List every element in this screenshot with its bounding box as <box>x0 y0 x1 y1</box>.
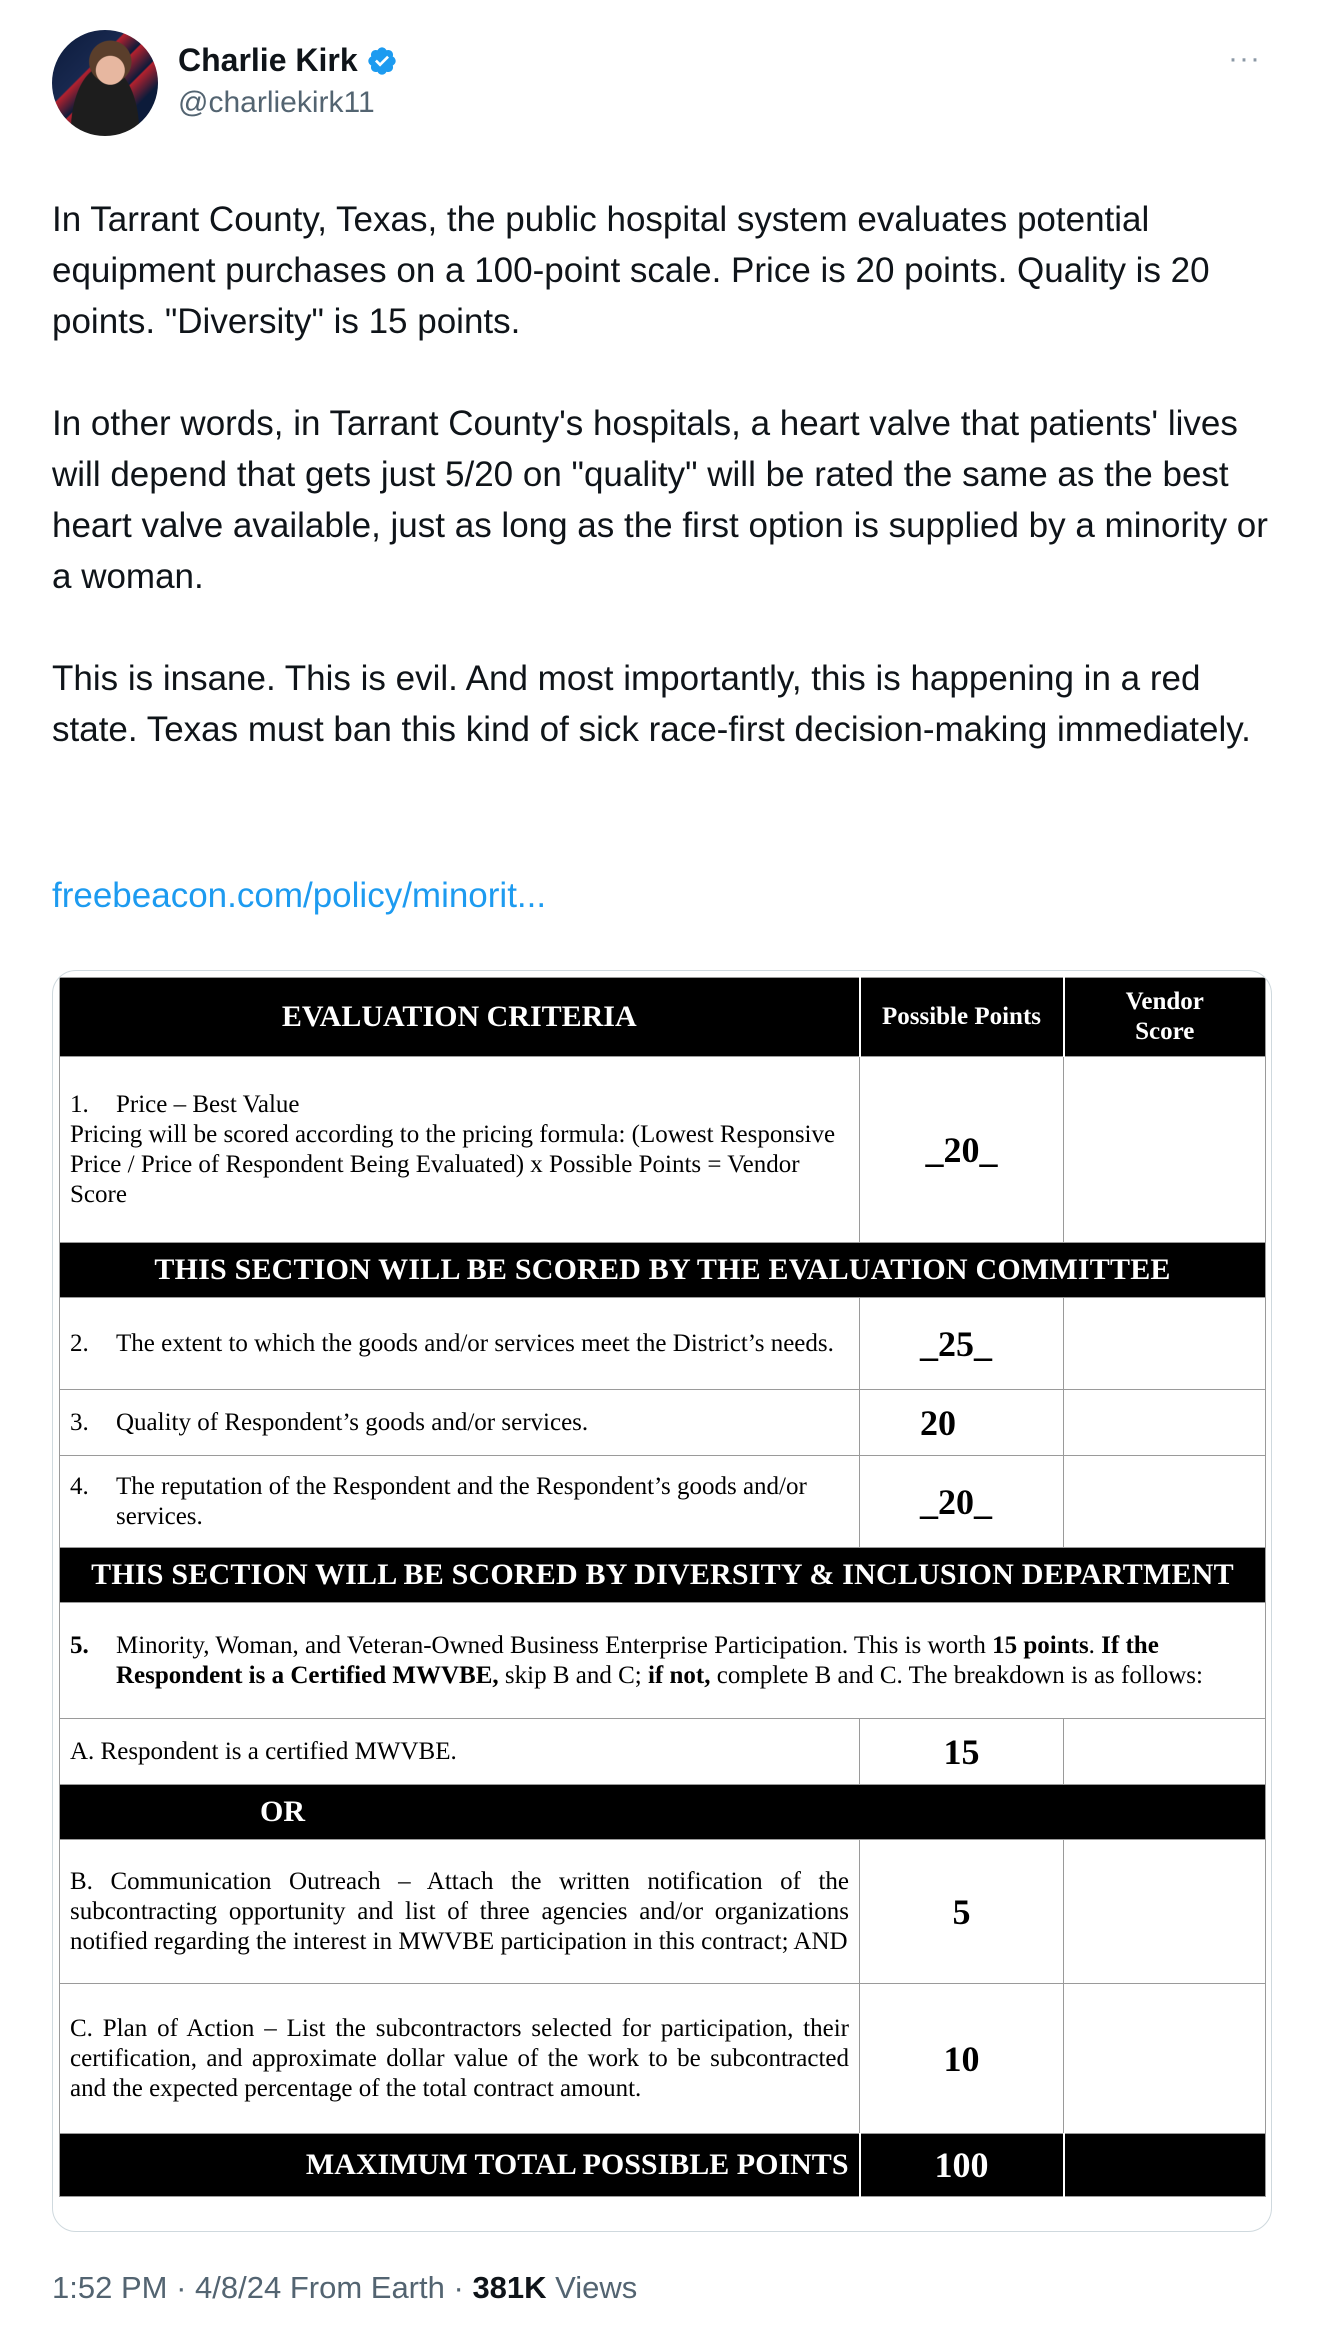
table-row <box>60 1719 1266 1785</box>
total-row <box>60 2134 1266 2197</box>
author-avatar[interactable] <box>52 30 158 136</box>
tweet-metadata <box>52 2270 637 2306</box>
author-name-row <box>178 42 398 79</box>
author-handle[interactable]: @charliekirk11 <box>178 86 375 119</box>
row1-description <box>60 1057 860 1243</box>
row3-text: Quality of Respondent’s goods and/or services. <box>116 1408 589 1436</box>
more-dots-icon[interactable]: ··· <box>1228 42 1261 75</box>
row3-num: 3. <box>70 1408 89 1436</box>
rowA-description: A. Respondent is a certified MWVBE. <box>60 1719 860 1785</box>
tweet-media-image[interactable] <box>52 970 1272 2232</box>
table-row <box>60 1390 1266 1456</box>
row2-description <box>60 1298 860 1390</box>
row3-vendor-score <box>1064 1390 1266 1456</box>
header-vendor-line2: Score <box>1135 1018 1195 1045</box>
tweet-link[interactable]: freebeacon.com/policy/minorit... <box>52 876 547 915</box>
band-row <box>60 1785 1266 1840</box>
rowA-points: 15 <box>860 1719 1064 1785</box>
row5-t4: complete B and C. The breakdown is as follows: <box>710 1661 1203 1689</box>
tweet-paragraph-3: This is insane. This is evil. And most importantly, this is happening in a red state. Texas must ban this kind of sick race-first decision-making immediately. <box>52 659 1251 749</box>
author-name[interactable]: Charlie Kirk <box>178 42 358 78</box>
tweet-time[interactable]: 1:52 PM <box>52 2270 168 2305</box>
row1-title: Price – Best Value <box>116 1090 300 1118</box>
table-row <box>60 1603 1266 1719</box>
row4-num: 4. <box>70 1472 89 1500</box>
row5-b1: 15 points <box>992 1631 1089 1659</box>
views-count: 381K <box>472 2270 547 2305</box>
rowC-points: 10 <box>860 1984 1064 2134</box>
evaluation-criteria-document <box>59 977 1265 2221</box>
row4-description <box>60 1456 860 1548</box>
row5-b2: If the Respondent is a Certified MWVBE, <box>116 1631 1159 1689</box>
band-or: OR <box>60 1785 1266 1840</box>
row1-text: Pricing will be scored according to the pricing formula: (Lowest Responsive Price / Price of Respondent Being Evaluated) x Possible Points = Vendor Score <box>70 1120 836 1208</box>
tweet-paragraph-1: In Tarrant County, Texas, the public hospital system evaluates potential equipment purchases on a 100-point scale. Price is 20 points. Quality is 20 points. "Diversity" is 15 points. <box>52 200 1210 341</box>
row3-description <box>60 1390 860 1456</box>
row2-vendor-score <box>1064 1298 1266 1390</box>
rowB-points: 5 <box>860 1840 1064 1984</box>
tweet-source: From Earth <box>281 2270 445 2305</box>
header-possible-points: Possible Points <box>860 978 1064 1057</box>
band-evaluation-committee: THIS SECTION WILL BE SCORED BY THE EVALUATION COMMITTEE <box>60 1243 1266 1298</box>
row5-t2: . <box>1088 1631 1102 1659</box>
row4-vendor-score <box>1064 1456 1266 1548</box>
row1-num: 1. <box>70 1090 89 1118</box>
total-vendor-score <box>1064 2134 1266 2197</box>
rowC-description: C. Plan of Action – List the subcontractors selected for participation, their certification, and approximate dollar value of the work to be subcontracted and the expected percentage of the total contract amount. <box>60 1984 860 2134</box>
tweet-date[interactable]: 4/8/24 <box>195 2270 282 2305</box>
row5-t1: Minority, Woman, and Veteran-Owned Business Enterprise Participation. This is worth <box>116 1631 993 1659</box>
row1-points: _20_ <box>860 1057 1064 1243</box>
row3-points: 20 <box>860 1390 1064 1456</box>
separator-dot: · <box>167 2270 196 2305</box>
row2-text: The extent to which the goods and/or services meet the District’s needs. <box>116 1329 834 1357</box>
row5-b3: if not, <box>647 1661 711 1689</box>
evaluation-criteria-table <box>59 977 1266 2197</box>
table-header-row <box>60 978 1266 1057</box>
table-row <box>60 1456 1266 1548</box>
row5-num: 5. <box>70 1631 89 1659</box>
row2-points: _25_ <box>860 1298 1064 1390</box>
row4-points: _20_ <box>860 1456 1064 1548</box>
row1-vendor-score <box>1064 1057 1266 1243</box>
total-points: 100 <box>860 2134 1064 2197</box>
row4-text: The reputation of the Respondent and the Respondent’s goods and/or services. <box>116 1472 807 1530</box>
rowC-vendor-score <box>1064 1984 1266 2134</box>
table-row <box>60 1298 1266 1390</box>
row2-num: 2. <box>70 1329 89 1357</box>
tweet-paragraph-2: In other words, in Tarrant County's hospitals, a heart valve that patients' lives will depend that gets just 5/20 on "quality" will be rated the same as the best heart valve available, just as long as the first option is supplied by a minority or a woman. <box>52 404 1268 596</box>
views-label: Views <box>546 2270 638 2305</box>
tweet-text <box>52 194 1282 806</box>
table-row <box>60 1057 1266 1243</box>
band-diversity-inclusion: THIS SECTION WILL BE SCORED BY DIVERSITY & INCLUSION DEPARTMENT <box>60 1548 1266 1603</box>
header-vendor-score <box>1064 978 1266 1057</box>
table-row <box>60 1984 1266 2134</box>
separator-dot: · <box>444 2270 473 2305</box>
rowB-vendor-score <box>1064 1840 1266 1984</box>
row5-description <box>60 1603 1266 1719</box>
table-row <box>60 1840 1266 1984</box>
total-label: MAXIMUM TOTAL POSSIBLE POINTS <box>60 2134 860 2197</box>
verified-badge-icon <box>366 45 398 77</box>
row5-t3: skip B and C; <box>498 1661 648 1689</box>
band-row <box>60 1548 1266 1603</box>
rowA-vendor-score <box>1064 1719 1266 1785</box>
header-criteria: EVALUATION CRITERIA <box>60 978 860 1057</box>
band-row <box>60 1243 1266 1298</box>
rowB-description: B. Communication Outreach – Attach the written notification of the subcontracting opportunity and list of three agencies and/or organizations notified regarding the interest in MWVBE participation in this contract; AND <box>60 1840 860 1984</box>
header-vendor-line1: Vendor <box>1125 988 1204 1015</box>
row5-text <box>116 1631 1255 1691</box>
